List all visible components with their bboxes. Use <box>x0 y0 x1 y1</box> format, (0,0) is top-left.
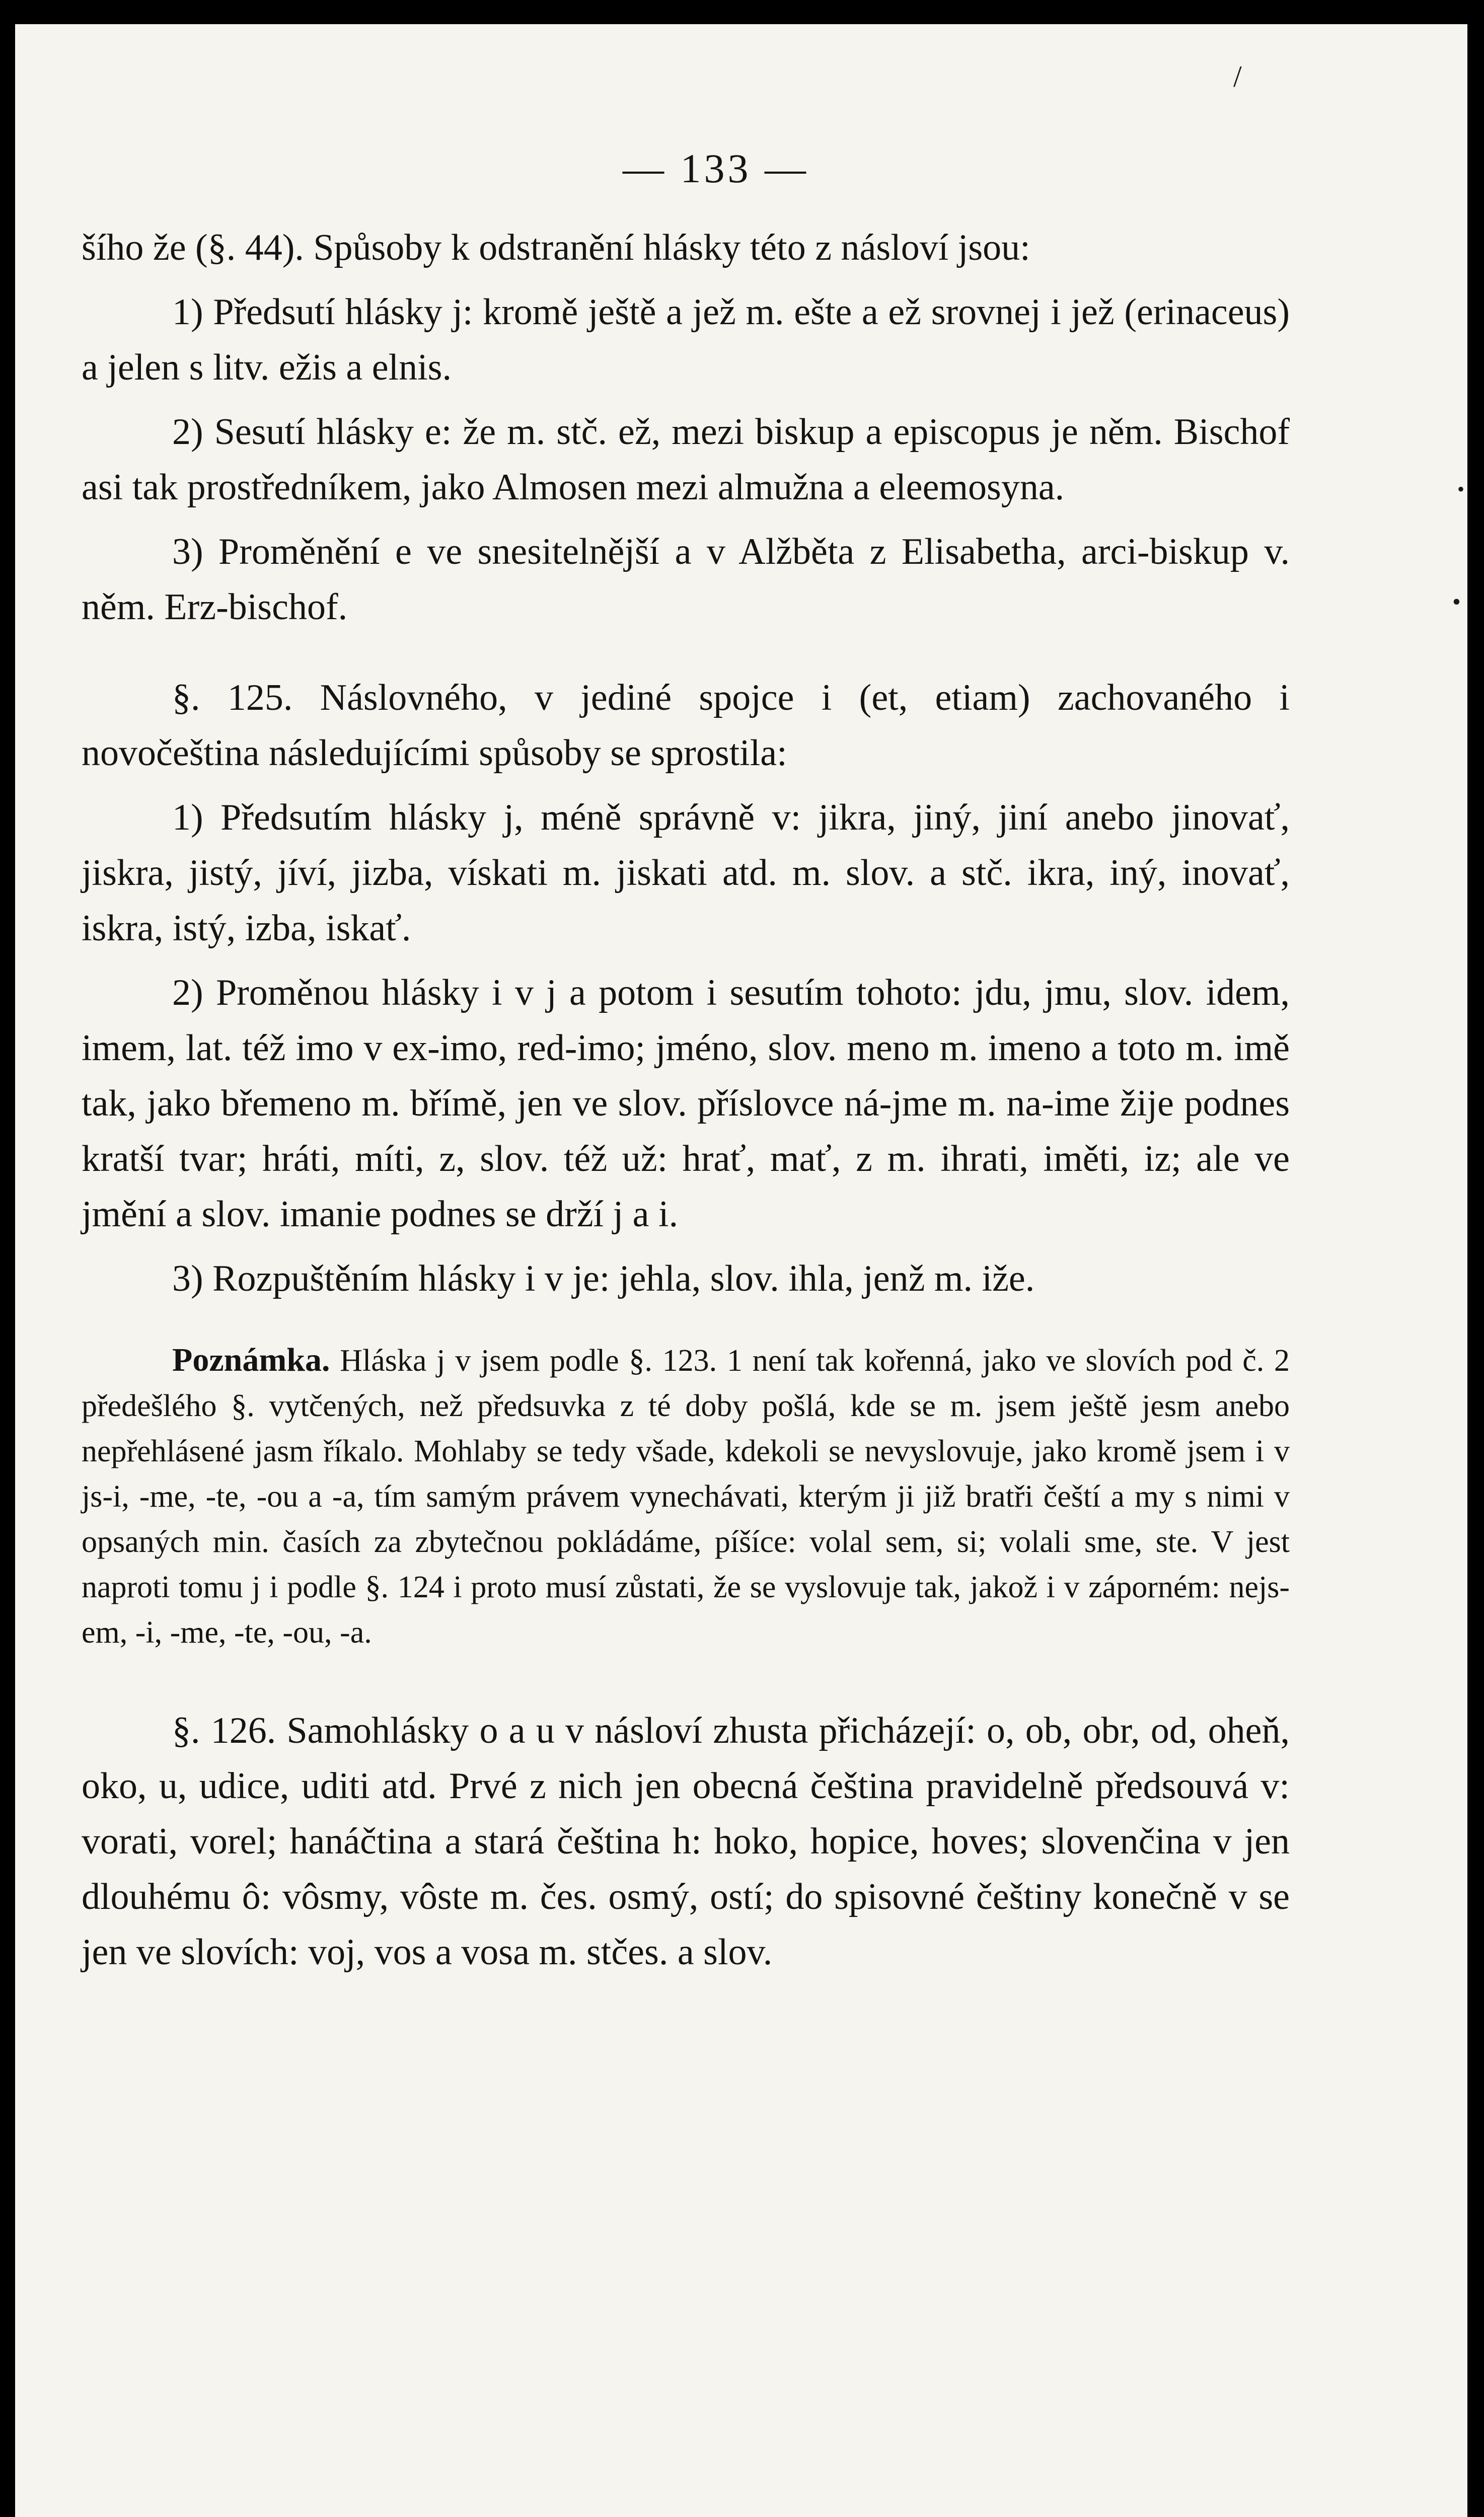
section-126-paragraph: §. 126. Samohlásky o a u v násloví zhusta přicházejí: o, ob, obr, od, oheň, oko, u, udice, uditi atd. Prvé z nich jen obecná čeština pravidelně předsouvá v: vorati, vorel; hanáčtina a stará čeština h: hoko, hopice, hoves; slovenčina v jen dlouhému ô: vôsmy, vôste m. čes. osmý, ostí; do spisovné češtiny konečně v se jen ve slovích: voj, vos a vosa m. stčes. a slov. <box>82 1710 1290 1973</box>
section-125-item-2: 2) Proměnou hlásky i v j a potom i sesutím tohoto: jdu, jmu, slov. idem, imem, lat. též imo v ex-imo, red-imo; jméno, slov. meno m. imeno a toto m. imě tak, jako břemeno m. břímě, jen ve slov. příslovce ná-jme m. na-ime žije podnes kratší tvar; hráti, míti, z, slov. též už: hrať, mať, z m. ihrati, iměti, iz; ale ve jmění a slov. imanie podnes se drží j a i. <box>82 972 1290 1235</box>
paragraph-item-2: 2) Sesutí hlásky e: že m. stč. ež, mezi biskup a episcopus je něm. Bischof asi tak prostředníkem, jako Almosen mezi almužna a eleemosyna. <box>82 411 1290 508</box>
paragraph-item-1: 1) Předsutí hlásky j: kromě ještě a jež m. ešte a ež srovnej i jež (erinaceus) a jelen s litv. ežis a elnis. <box>82 291 1290 388</box>
page-text <box>82 145 1290 1980</box>
margin-speck-icon: • <box>1457 478 1465 500</box>
paragraph-continuation: šího že (§. 44). Spůsoby k odstranění hlásky této z násloví jsou: <box>82 227 1030 268</box>
book-page <box>15 24 1467 2517</box>
note-title: Poznámka. <box>172 1342 330 1378</box>
paragraph-item-3: 3) Proměnění e ve snesitelnější a v Alžběta z Elisabetha, arci-biskup v. něm. Erz-bischof. <box>82 531 1290 628</box>
note-text: Hláska j v jsem podle §. 123. 1 není tak kořenná, jako ve slovích pod č. 2 předešlého §. vytčených, než předsuvka z té doby pošlá, kde se m. jsem ještě jesm anebo nepřehlásené jasm říkalo. Mohlaby se tedy všade, kdekoli se nevyslovuje, jako kromě jsem i v js-i, -me, -te, -ou a -a, tím samým právem vynechávati, kterým ji již bratři čeští a my s nimi v opsaných min. časích za zbytečnou pokládáme, píšíce: volal sem, si; volali sme, ste. V jest naproti tomu j i podle §. 124 i proto musí zůstati, že se vyslovuje tak, jakož i v záporném: nejs-em, -i, -me, -te, -ou, -a. <box>82 1344 1290 1650</box>
note-block <box>82 1338 1290 1655</box>
section-125-item-3: 3) Rozpuštěním hlásky i v je: jehla, slov. ihla, jenž m. iže. <box>172 1258 1035 1299</box>
corner-mark: / <box>1233 60 1242 93</box>
section-125-heading-paragraph: §. 125. Náslovného, v jediné spojce i (et, etiam) zachovaného i novočeština následujícími spůsoby se sprostila: <box>82 677 1290 774</box>
page-number: — 133 — <box>623 145 809 191</box>
margin-speck-icon: • <box>1452 588 1461 615</box>
section-125-item-1: 1) Předsutím hlásky j, méně správně v: jikra, jiný, jiní anebo jinovať, jiskra, jistý, jíví, jizba, vískati m. jiskati atd. m. slov. a stč. ikra, iný, inovať, iskra, istý, izba, iskať. <box>82 797 1290 949</box>
